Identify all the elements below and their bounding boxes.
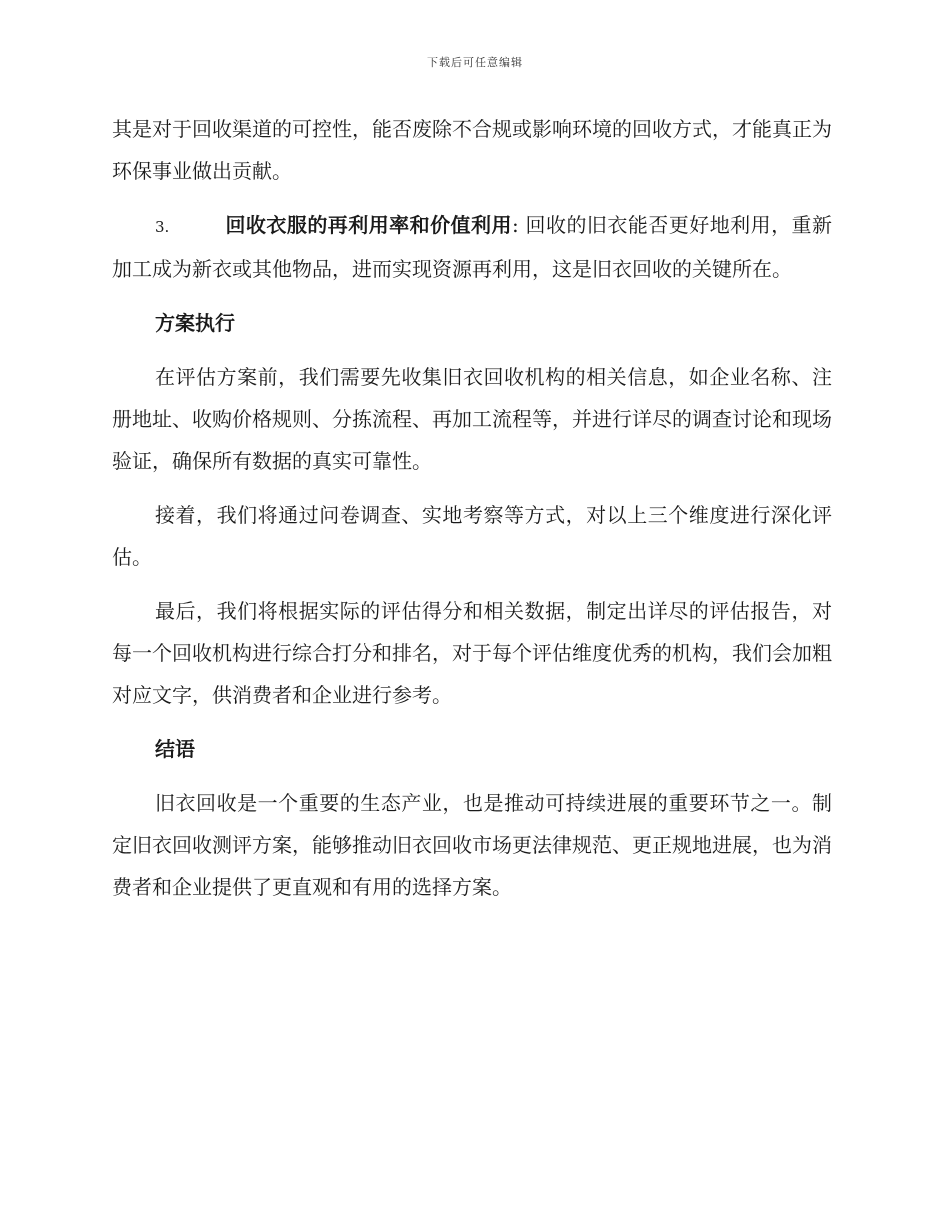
paragraph-collect-info: 在评估方案前，我们需要先收集旧衣回收机构的相关信息，如企业名称、注册地址、收购价格规则、分拣流程、再加工流程等，并进行详尽的调查讨论和现场验证，确保所有数据的真实可靠性。 [112, 365, 832, 473]
list-item-colon: : [511, 213, 519, 237]
paragraph-conclusion: 旧衣回收是一个重要的生态产业，也是推动可持续进展的重要环节之一。制定旧衣回收测评方案，能够推动旧衣回收市场更法律规范、更正规地进展，也为消费者和企业提供了更直观和有用的选择方案。 [112, 791, 832, 899]
paragraph-report: 最后，我们将根据实际的评估得分和相关数据，制定出详尽的评估报告，对每一个回收机构进行综合打分和排名，对于每个评估维度优秀的机构，我们会加粗对应文字，供消费者和企业进行参考。 [112, 599, 832, 707]
paragraph-survey: 接着，我们将通过问卷调查、实地考察等方式，对以上三个维度进行深化评估。 [112, 503, 832, 569]
paragraph-continuation: 其是对于回收渠道的可控性，能否废除不合规或影响环境的回收方式，才能真正为环保事业做出贡献。 [112, 117, 832, 183]
list-item-3 [112, 204, 832, 290]
section-heading-conclusion: 结语 [155, 737, 195, 761]
list-item-number: 3. [155, 218, 170, 236]
list-item-body: 回收的旧衣能否更好地利用，重新加工成为新衣或其他物品，进而实现资源再利用，这是旧衣回收的关键所在。 [112, 213, 833, 281]
document-body [112, 108, 832, 920]
page-header: 下载后可任意编辑 [427, 56, 523, 69]
section-heading-execution: 方案执行 [155, 311, 235, 335]
list-item-title: 回收衣服的再利用率和价值利用 [225, 213, 512, 237]
